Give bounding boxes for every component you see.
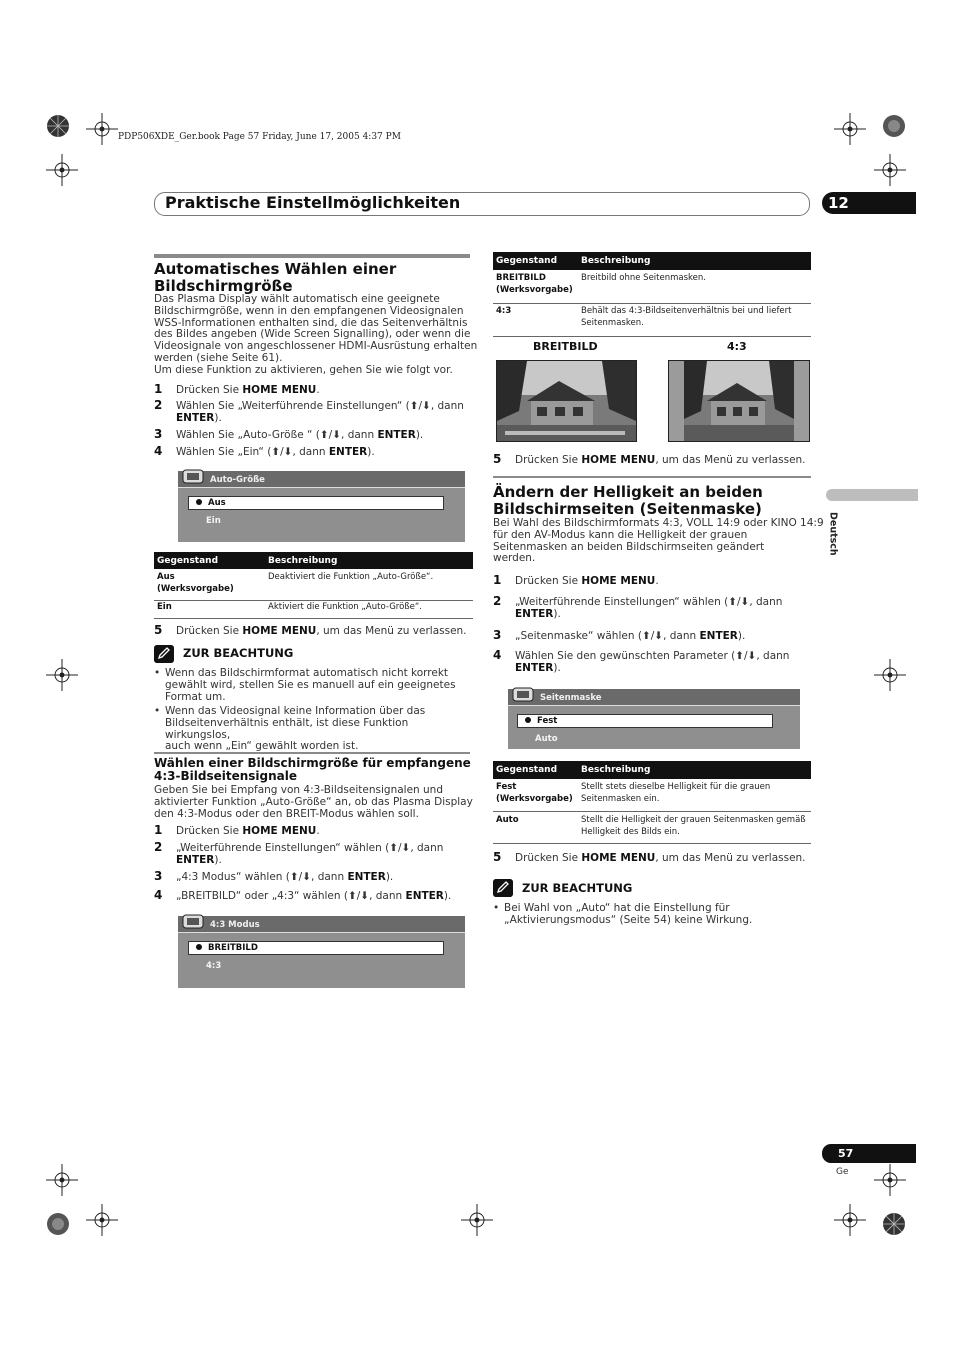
step-text-part: , um das Menü zu verlassen. [655, 852, 806, 864]
step-number: 5 [493, 452, 502, 466]
arrow-icon: ⬆/⬇ [641, 630, 664, 642]
crosshair-icon [870, 655, 910, 695]
bullet-text [504, 903, 752, 927]
4-3-example-image [668, 360, 810, 442]
cell-line: (Werksvorgabe) [496, 793, 573, 804]
crosshair-icon [870, 150, 910, 190]
step-key: ENTER [347, 871, 386, 883]
section3-title-line1: Ändern der Helligkeit an beiden [493, 483, 763, 501]
step-number: 5 [493, 850, 502, 864]
tv-menu-icon [182, 467, 204, 485]
table-cell [496, 273, 573, 296]
crosshair-icon [457, 1200, 497, 1240]
step-text-part: „Weiterführende Einstellungen“ wählen ( [176, 842, 390, 854]
arrow-icon: ⬆/⬇ [409, 400, 431, 412]
section2-title-line2: 4:3-Bildseitensignale [154, 769, 297, 783]
intro-line: werden (siehe Seite 61). [154, 351, 283, 364]
house-picture [497, 361, 636, 441]
table-cell: Breitbild ohne Seitenmasken. [581, 273, 706, 283]
bullet-line: Wenn das Videosignal keine Information über das [165, 705, 426, 717]
step-text [176, 625, 467, 637]
step-text [176, 890, 451, 902]
step-text-part: ). [214, 412, 222, 424]
step-text-part: , dann [292, 446, 329, 458]
step-key: HOME MENU [581, 454, 656, 466]
step-text-part: , dann [430, 400, 464, 412]
step-key: ENTER [176, 854, 215, 866]
chapter-number: 12 [828, 194, 849, 212]
step-number: 5 [154, 623, 163, 637]
arrow-icon: ⬆/⬇ [271, 446, 293, 458]
table-header-cell: Beschreibung [581, 765, 651, 775]
step-text [176, 384, 320, 396]
table-cell [581, 306, 792, 329]
page-number: 57 [838, 1147, 854, 1160]
note-title: ZUR BEACHTUNG [183, 646, 294, 660]
page-number-badge [822, 1144, 916, 1163]
cell-line: (Werksvorgabe) [496, 284, 573, 295]
bullet-line: gewählt wird, stellen Sie es manuell auf ein geeignetes [165, 678, 456, 691]
intro-line: Geben Sie bei Empfang von 4:3-Bildseitensignalen und [154, 784, 444, 796]
step-text-part: , dann [756, 650, 790, 662]
table-header [493, 761, 811, 779]
menu-selected-label: Fest [537, 716, 558, 726]
step-text [176, 446, 375, 458]
cell-line: (Werksvorgabe) [157, 583, 234, 594]
step-text [515, 596, 811, 620]
table-cell: Deaktiviert die Funktion „Auto-Größe“. [268, 572, 434, 582]
step-key: ENTER [176, 412, 215, 424]
crosshair-icon [42, 655, 82, 695]
step-key: ENTER [515, 662, 554, 674]
step-text-part: Wählen Sie „Auto-Größe “ ( [176, 429, 320, 441]
step-number: 4 [154, 444, 163, 458]
step-key: ENTER [699, 630, 738, 642]
step-text-part: Drücken Sie [515, 454, 582, 466]
step-key: HOME MENU [242, 825, 317, 837]
step-text-part: . [316, 384, 320, 396]
step-text-part: ). [443, 890, 452, 902]
menu-option[interactable]: Ein [206, 516, 221, 526]
menu-selected-label: BREITBILD [208, 943, 258, 953]
table-auto-size [154, 552, 473, 620]
arrow-icon: ⬆/⬇ [347, 890, 370, 902]
intro-line: Um diese Funktion zu aktivieren, gehen Sie wie folgt vor. [154, 363, 453, 376]
bullet-line: Bildseitenverhältnis enthält, ist diese Funktion wirkungslos, [165, 716, 409, 741]
table-cell [496, 782, 573, 805]
section3-title-line2: Bildschirmseiten (Seitenmaske) [493, 500, 762, 518]
page-title: Praktische Einstellmöglichkeiten [165, 193, 461, 212]
step-text-part: Drücken Sie [515, 852, 582, 864]
step-key: HOME MENU [581, 852, 656, 864]
step-text-part: Wählen Sie „Weiterführende Einstellungen“ ( [176, 400, 410, 412]
image-label-4-3: 4:3 [727, 340, 747, 353]
table-cell: Aktiviert die Funktion „Auto-Größe“. [268, 602, 422, 612]
language-tab-label: Deutsch [827, 512, 839, 556]
table-4-3-mode [493, 252, 811, 338]
menu-title: Auto-Größe [210, 475, 265, 485]
table-header-cell: Beschreibung [581, 256, 651, 266]
arrow-icon: ⬆/⬇ [289, 871, 312, 883]
step-number: 3 [154, 869, 163, 883]
table-cell: Auto [496, 815, 519, 825]
table-cell: Ein [157, 602, 172, 612]
step-text-part: , dann [311, 871, 348, 883]
section-bar [154, 254, 470, 258]
crosshair-icon [82, 109, 122, 149]
cell-line: Helligkeit des Bilds ein. [581, 826, 680, 837]
step-number: 3 [493, 628, 502, 642]
step-text [515, 454, 806, 466]
section2-title-line1: Wählen einer Bildschirmgröße für empfangene [154, 756, 471, 770]
bullet-line: auch wenn „Ein“ gewählt worden ist. [165, 740, 359, 753]
bullet-icon: • [154, 667, 161, 679]
section1-title-line1: Automatisches Wählen einer [154, 260, 397, 278]
registration-mark-icon [874, 1204, 914, 1244]
intro-line: Bei Wahl des Bildschirmformats 4:3, VOLL 14:9 oder KINO 14:9 [493, 517, 824, 529]
bullet-line: Wenn das Bildschirmformat automatisch nicht korrekt [165, 667, 449, 679]
tv-menu-icon [512, 685, 534, 703]
menu-option[interactable]: Auto [535, 734, 558, 744]
section2-intro [154, 785, 473, 820]
table-rule [493, 303, 811, 304]
step-text-part: Drücken Sie [515, 575, 582, 587]
step-text-part: „Weiterführende Einstellungen“ wählen ( [515, 596, 729, 608]
section1-intro [154, 294, 477, 377]
widescreen-example-image [496, 360, 637, 442]
step-text [515, 575, 659, 587]
cell-line: Aus [157, 572, 175, 582]
bullet-icon: • [493, 902, 500, 914]
bullet-line: Format um. [165, 690, 226, 703]
step-key: HOME MENU [242, 625, 317, 637]
step-text-part: ). [385, 871, 394, 883]
table-header-cell: Gegenstand [496, 256, 558, 266]
step-text [515, 852, 806, 864]
arrow-icon: ⬆/⬇ [728, 596, 750, 608]
step-text-part: „BREITBILD“ oder „4:3“ wählen ( [176, 890, 348, 902]
step-text [176, 871, 393, 883]
step-text-part: , um das Menü zu verlassen. [316, 625, 467, 637]
selection-dot-icon [196, 499, 202, 505]
step-number: 2 [154, 840, 163, 854]
crosshair-icon [42, 150, 82, 190]
step-text-part: . [655, 575, 659, 587]
menu-selected-option[interactable] [188, 496, 444, 510]
step-text-part: , dann [663, 630, 700, 642]
intro-line: werden. [493, 552, 536, 565]
table-rule [154, 618, 473, 619]
registration-mark-icon [874, 106, 914, 146]
table-cell [581, 782, 770, 805]
intro-line: aktivierter Funktion „Auto-Größe“ an, ob das Plasma Display [154, 795, 473, 808]
selection-dot-icon [525, 717, 531, 723]
language-tab [826, 489, 918, 501]
intro-line: Das Plasma Display wählt automatisch eine geeignete [154, 293, 440, 305]
step-text-part: . [316, 825, 320, 837]
step-text-part: , dann [341, 429, 378, 441]
step-key: ENTER [405, 890, 444, 902]
step-text-part: Drücken Sie [176, 384, 243, 396]
step-text-part: ). [214, 854, 222, 866]
table-cell [581, 815, 806, 838]
cell-line: Fest [496, 782, 517, 792]
table-side-mask [493, 761, 811, 845]
bullet-icon: • [154, 705, 161, 717]
table-header [493, 252, 811, 270]
cell-line: Seitenmasken ein. [581, 793, 660, 804]
crosshair-icon [870, 1160, 910, 1200]
bullet-text [165, 706, 474, 753]
image-label-wide: BREITBILD [533, 340, 598, 353]
step-key: HOME MENU [242, 384, 317, 396]
house-picture-masked [669, 361, 809, 441]
intro-line: Seitenmasken an beiden Bildschirmseiten geändert [493, 540, 765, 553]
intro-line: für den AV-Modus kann die Helligkeit der grauen [493, 528, 748, 541]
step-text [176, 400, 472, 424]
step-number: 2 [154, 398, 163, 412]
menu-option[interactable]: 4:3 [206, 961, 222, 971]
intro-line: den 4:3-Modus oder den BREIT-Modus wählen soll. [154, 807, 419, 820]
step-number: 2 [493, 594, 502, 608]
step-text-part: ). [367, 446, 375, 458]
step-text-part: Drücken Sie [176, 625, 243, 637]
note-title: ZUR BEACHTUNG [522, 881, 633, 895]
step-key: HOME MENU [581, 575, 656, 587]
table-header-cell: Gegenstand [496, 765, 558, 775]
tv-menu-icon [182, 912, 204, 930]
step-text-part: ). [415, 429, 424, 441]
step-text-part: Wählen Sie „Ein“ ( [176, 446, 272, 458]
arrow-icon: ⬆/⬇ [389, 842, 411, 854]
bullet-line: „Aktivierungsmodus“ (Seite 54) keine Wirkung. [504, 913, 753, 926]
section-bar [154, 752, 470, 754]
language-code: Ge [836, 1167, 849, 1177]
step-text-part: , um das Menü zu verlassen. [655, 454, 806, 466]
table-cell: 4:3 [496, 306, 512, 316]
crosshair-icon [82, 1200, 122, 1240]
intro-line: des Bildes angeben (Wide Screen Signalling), oder wenn die [154, 328, 471, 341]
menu-selected-option[interactable] [188, 941, 444, 955]
step-text-part: ). [553, 608, 561, 620]
table-rule [493, 811, 811, 812]
cell-line: Stellt die Helligkeit der grauen Seitenmasken gemäß [581, 815, 806, 825]
registration-mark-icon [38, 1204, 78, 1244]
step-text-part: „4:3 Modus“ wählen ( [176, 871, 290, 883]
step-text-part: ). [737, 630, 746, 642]
intro-line: WSS-Informationen enthalten sind, die das Seitenverhältnis [154, 316, 468, 329]
menu-selected-label: Aus [208, 498, 226, 508]
table-rule [493, 843, 811, 844]
intro-line: Bildschirmgröße, wenn in den empfangenen Videosignalen [154, 304, 464, 317]
step-text-part: , dann [410, 842, 444, 854]
step-text [515, 650, 811, 674]
step-number: 4 [493, 648, 502, 662]
crosshair-icon [42, 1160, 82, 1200]
menu-title: 4:3 Modus [210, 920, 260, 930]
section1-title-line2: Bildschirmgröße [154, 277, 293, 295]
step-text [176, 429, 423, 441]
table-rule [154, 600, 473, 601]
step-key: ENTER [328, 446, 368, 458]
menu-title: Seitenmaske [540, 693, 602, 703]
cell-line: Seitenmasken. [581, 317, 644, 328]
cell-line: BREITBILD [496, 273, 546, 283]
step-key: ENTER [377, 429, 416, 441]
step-number: 4 [154, 888, 163, 902]
menu-selected-option[interactable] [517, 714, 773, 728]
crosshair-icon [830, 109, 870, 149]
note-pencil-icon [154, 645, 174, 663]
table-header [154, 552, 473, 569]
note-pencil-icon [493, 879, 513, 897]
table-header-cell: Beschreibung [268, 556, 338, 566]
osd-menu-auto-size [178, 471, 465, 542]
osd-menu-side-mask [508, 689, 800, 749]
intro-line: Videosignale von angeschlossener HDMI-Ausrüstung erhalten [154, 340, 478, 353]
step-number: 1 [154, 823, 163, 837]
step-text-part: , dann [369, 890, 406, 902]
step-text-part: , dann [749, 596, 783, 608]
step-text-part: Wählen Sie den gewünschten Parameter ( [515, 650, 736, 662]
section3-intro [493, 518, 824, 565]
arrow-icon: ⬆/⬇ [735, 650, 757, 662]
table-header-cell: Gegenstand [157, 556, 219, 566]
crosshair-icon [830, 1200, 870, 1240]
registration-mark-icon [38, 106, 78, 146]
cell-line: Behält das 4:3-Bildseitenverhältnis bei und liefert [581, 306, 792, 316]
step-text-part: Drücken Sie [176, 825, 243, 837]
book-info-line: PDP506XDE_Ger.book Page 57 Friday, June 17, 2005 4:37 PM [118, 132, 401, 142]
step-number: 3 [154, 427, 163, 441]
section-bar [493, 476, 811, 478]
table-rule [493, 336, 811, 337]
osd-menu-4-3-mode [178, 916, 465, 988]
step-key: ENTER [515, 608, 554, 620]
step-text-part: „Seitenmaske“ wählen ( [515, 630, 642, 642]
step-number: 1 [493, 573, 502, 587]
chapter-badge [822, 192, 916, 214]
step-text [515, 630, 745, 642]
step-text [176, 842, 472, 866]
cell-line: Stellt stets dieselbe Helligkeit für die grauen [581, 782, 771, 792]
table-cell [157, 572, 234, 595]
bullet-text [165, 668, 456, 703]
step-text [176, 825, 320, 837]
arrow-icon: ⬆/⬇ [319, 429, 342, 441]
step-text-part: ). [553, 662, 561, 674]
bullet-line: Bei Wahl von „Auto“ hat die Einstellung für [504, 902, 730, 914]
selection-dot-icon [196, 944, 202, 950]
step-number: 1 [154, 382, 163, 396]
